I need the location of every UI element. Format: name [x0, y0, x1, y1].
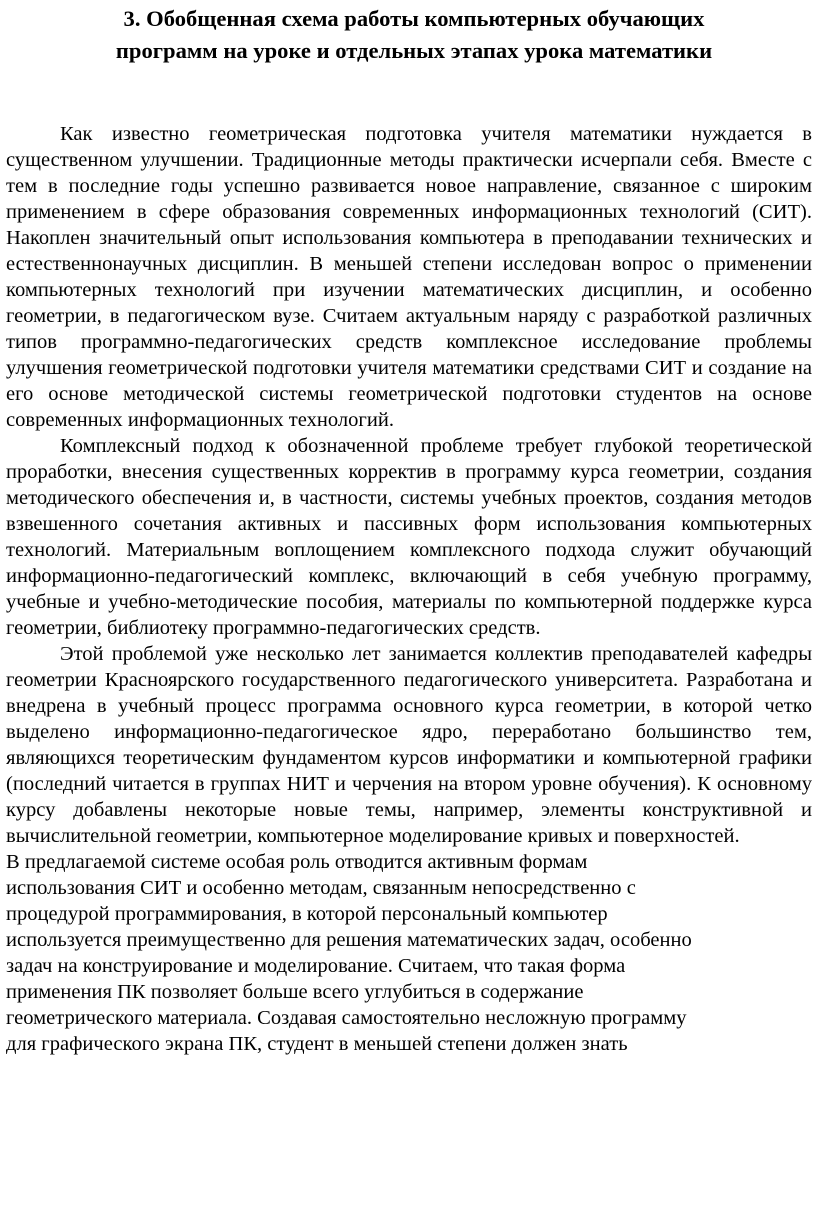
section-title-line-1: 3. Обобщенная схема работы компьютерных обучающих: [123, 6, 705, 31]
paragraph-4-line: применения ПК позволяет больше всего углубиться в содержание: [6, 981, 584, 1003]
paragraph-4-line: задач на конструирование и моделирование. Считаем, что такая форма: [6, 955, 626, 977]
paragraph-4: [6, 849, 812, 1057]
paragraph-4-line: используется преимущественно для решения математических задач, особенно: [6, 929, 692, 951]
paragraph-2: Комплексный подход к обозначенной проблеме требует глубокой теоретической проработки, внесения существенных корректив в программу курса геометрии, создания методического обеспечения и, в частности, системы учебных проектов, создания методов взвешенного сочетания активных и пассивных форм использования компьютерных технологий. Материальным воплощением комплексного подхода служит обучающий информационно-педагогический комплекс, включающий в себя учебную программу, учебные и учебно-методические пособия, материалы по компьютерной поддержке курса геометрии, библиотеку программно-педагогических средств.: [6, 435, 812, 639]
paragraph-4-line: геометрического материала. Создавая самостоятельно несложную программу: [6, 1007, 687, 1029]
paragraph-1: Как известно геометрическая подготовка учителя математики нуждается в существенном улучшении. Традиционные методы практически исчерпали себя. Вместе с тем в последние годы успешно развивается новое направление, связанное с широким применением в сфере образования современных информационных технологий (СИТ). Накоплен значительный опыт использования компьютера в преподавании технических и естественнонаучных дисциплин. В меньшей степени исследован вопрос о применении компьютерных технологий при изучении математических дисциплин, и особенно геометрии, в педагогическом вузе. Считаем актуальным наряду с разработкой различных типов программно-педагогических средств комплексное исследование проблемы улучшения геометрической подготовки учителя математики средствами СИТ и создание на его основе методической системы геометрической подготовки студентов на основе современных информационных технологий.: [6, 123, 812, 431]
paragraph-4-line: использования СИТ и особенно методам, связанным непосредственно с: [6, 877, 636, 899]
paragraph-3: Этой проблемой уже несколько лет занимается коллектив преподавателей кафедры геометрии Красноярского государственного педагогического университета. Разработана и внедрена в учебный процесс программа основного курса геометрии, в которой четко выделено информационно-педагогическое ядро, переработано большинство тем, являющихся теоретическим фундаментом курсов информатики и компьютерной графики (последний читается в группах НИТ и черчения на втором уровне обучения). К основному курсу добавлены некоторые новые темы, например, элементы конструктивной и вычислительной геометрии, компьютерное моделирование кривых и поверхностей.: [6, 643, 812, 847]
paragraph-4-line: В предлагаемой системе особая роль отводится активным формам: [6, 851, 588, 873]
section-title-line-2: программ на уроке и отдельных этапах урока математики: [115, 38, 713, 63]
paragraph-4-line: для графического экрана ПК, студент в меньшей степени должен знать: [6, 1033, 628, 1055]
body-text: [6, 121, 812, 1057]
paragraph-4-line: процедурой программирования, в которой персональный компьютер: [6, 903, 608, 925]
section-title: [0, 3, 816, 67]
